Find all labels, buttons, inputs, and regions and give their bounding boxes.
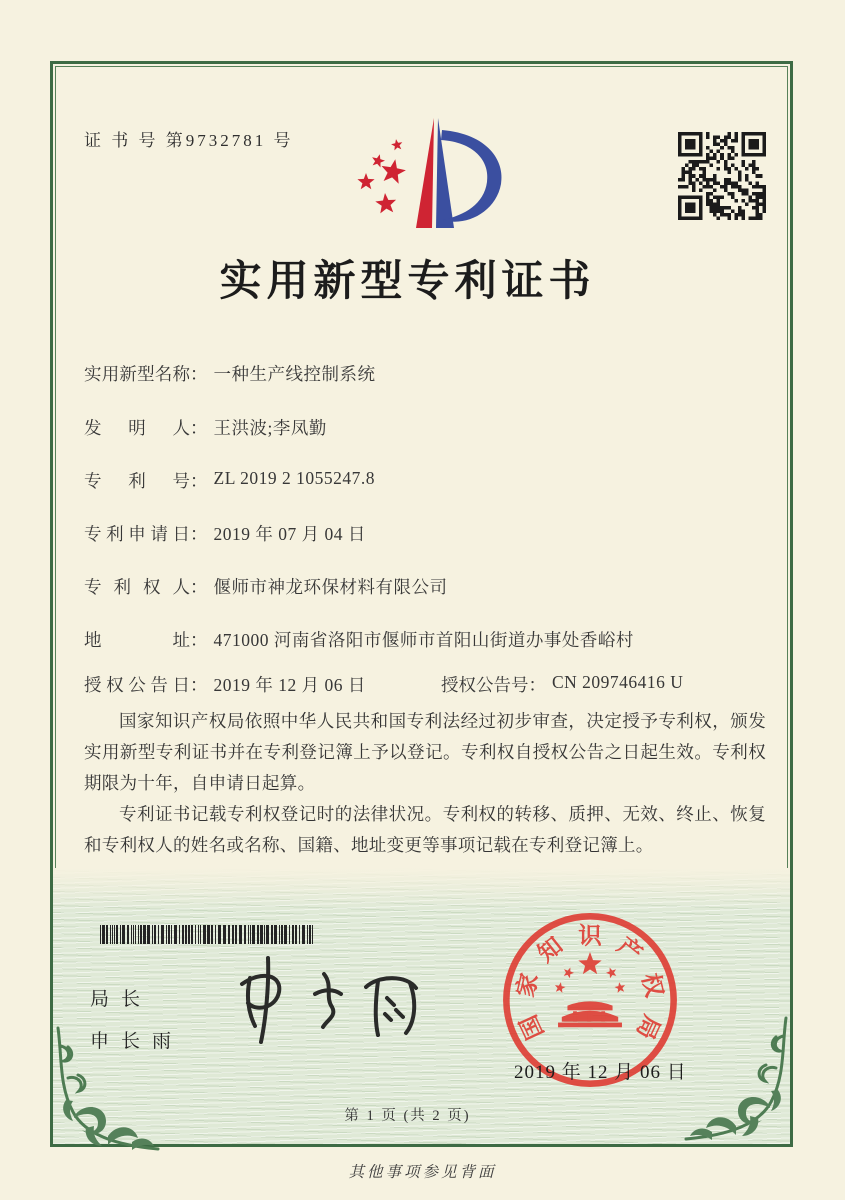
field-label: 专利申请日 (84, 524, 190, 544)
field-value: 2019 年 12 月 06 日 (213, 675, 366, 695)
field-label: 授权公告日 (84, 675, 190, 695)
field-value: 一种生产线控制系统 (213, 364, 376, 384)
legal-text (84, 706, 766, 861)
certificate-title: 实用新型专利证书 (219, 259, 596, 305)
field-colon: ： (528, 675, 546, 695)
field-label: 实用新型名称 (84, 364, 190, 384)
legal-paragraph-2: 专利证书记载专利权登记时的法律状况。专利权的转移、质押、无效、终止、恢复和专利权人的姓名或名称、国籍、地址变更等事项记载在专利登记簿上。 (84, 804, 766, 855)
barcode (100, 925, 318, 944)
back-side-note: 其他事项参见背面 (348, 1164, 497, 1181)
field-row-patentee (84, 574, 448, 598)
field-value: 偃师市神龙环保材料有限公司 (213, 577, 448, 597)
certificate-number: 证 书 号 第9732781 号 (84, 131, 294, 150)
field-row-inventor (84, 415, 327, 439)
legal-paragraph-1: 国家知识产权局依照中华人民共和国专利法经过初步审查，决定授予专利权，颁发实用新型专利证书并在专利登记簿上予以登记。专利权自授权公告之日起生效。专利权期限为十年，自申请日起算。 (84, 711, 766, 793)
cnipa-logo-icon (352, 116, 517, 234)
field-label: 地址 (84, 630, 190, 650)
field-row-address (84, 627, 634, 651)
field-colon: ： (190, 630, 208, 650)
field-label: 专利号 (84, 471, 190, 491)
svg-text:权: 权 (636, 970, 668, 1000)
field-value: 王洪波;李凤勤 (213, 418, 327, 438)
seal-date: 2019 年 12 月 06 日 (514, 1062, 687, 1083)
field-colon: ： (190, 471, 208, 491)
director-title: 局长 (90, 989, 153, 1010)
qr-code (678, 132, 766, 220)
field-row-grant-number (441, 672, 683, 697)
svg-text:国: 国 (515, 1010, 550, 1043)
director-name: 申长雨 (90, 1031, 184, 1052)
svg-text:识: 识 (578, 923, 602, 950)
svg-text:家: 家 (512, 970, 544, 1000)
field-row-patent-number (84, 468, 375, 492)
field-label: 发明人 (84, 418, 190, 438)
field-row-grant-date (84, 672, 684, 696)
field-colon: ： (190, 418, 208, 438)
svg-text:产: 产 (612, 932, 647, 968)
svg-text:局: 局 (630, 1010, 665, 1043)
field-colon: ： (190, 524, 208, 544)
field-value: 2019 年 07 月 04 日 (213, 524, 366, 544)
field-colon: ： (190, 577, 208, 597)
field-label: 授权公告号 (441, 675, 529, 695)
field-colon: ： (190, 675, 208, 695)
field-row-filing-date (84, 521, 366, 545)
field-value: 471000 河南省洛阳市偃师市首阳山街道办事处香峪村 (213, 630, 634, 650)
field-colon: ： (190, 364, 208, 384)
director-signature (228, 950, 438, 1050)
field-value: CN 209746416 U (552, 672, 684, 692)
field-value: ZL 2019 2 1055247.8 (213, 468, 375, 488)
page-number: 第 1 页 (共 2 页) (344, 1108, 471, 1124)
field-row-invention-name (84, 361, 376, 385)
field-label: 专利权人 (84, 577, 190, 597)
svg-text:知: 知 (533, 932, 568, 968)
